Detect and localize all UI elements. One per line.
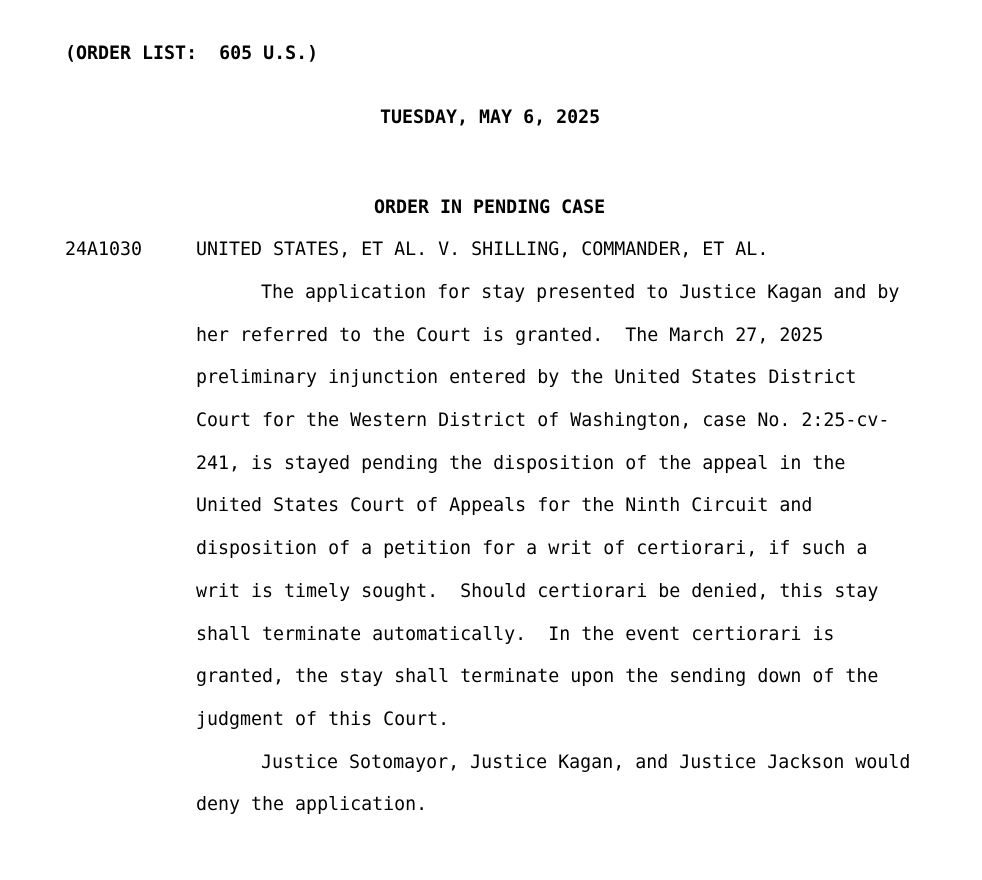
paragraph-line: Court for the Western District of Washington, case No. 2:25-cv- — [196, 410, 890, 431]
paragraph-line: preliminary injunction entered by the United States District — [196, 367, 857, 388]
paragraph-line: judgment of this Court. — [196, 709, 450, 730]
paragraph-line: Justice Sotomayor, Justice Kagan, and Justice Jackson would — [261, 752, 911, 773]
paragraph-line: her referred to the Court is granted. The March 27, 2025 — [196, 325, 824, 346]
paragraph-line: deny the application. — [196, 794, 428, 815]
paragraph-line: United States Court of Appeals for the Ninth Circuit and — [196, 495, 813, 516]
paragraph-line: disposition of a petition for a writ of certiorari, if such a — [196, 538, 868, 559]
paragraph-line: The application for stay presented to Justice Kagan and by — [261, 282, 900, 303]
section-heading: ORDER IN PENDING CASE — [374, 197, 606, 218]
paragraph-line: 241, is stayed pending the disposition of the appeal in the — [196, 453, 846, 474]
paragraph-line: shall terminate automatically. In the event certiorari is — [196, 624, 835, 645]
order-list-header: (ORDER LIST: 605 U.S.) — [65, 43, 319, 64]
paragraph-line: writ is timely sought. Should certiorari be denied, this stay — [196, 581, 879, 602]
docket-number: 24A1030 — [65, 239, 143, 260]
order-date: TUESDAY, MAY 6, 2025 — [380, 107, 601, 128]
case-caption: UNITED STATES, ET AL. V. SHILLING, COMMANDER, ET AL. — [196, 239, 769, 260]
paragraph-line: granted, the stay shall terminate upon the sending down of the — [196, 666, 879, 687]
